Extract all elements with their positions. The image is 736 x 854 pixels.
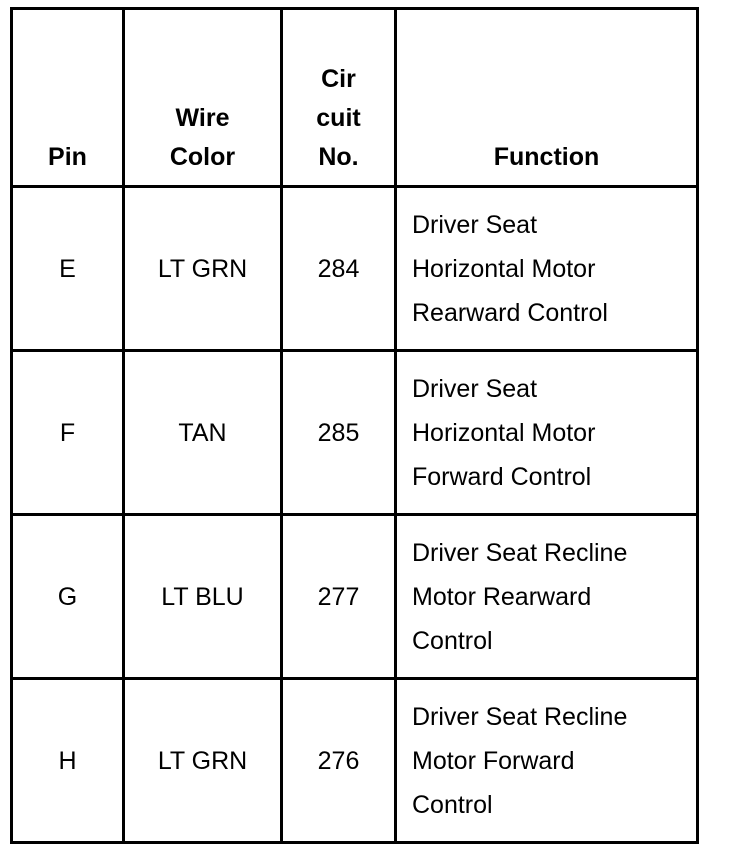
circuit-cell: 277 [282, 515, 396, 679]
wire-color-cell: LT GRN [124, 187, 282, 351]
pin-cell: G [12, 515, 124, 679]
function-line: Driver Seat [412, 374, 538, 403]
circuit-cell: 285 [282, 351, 396, 515]
circuit-cell: 284 [282, 187, 396, 351]
header-function [396, 9, 698, 187]
wire-color-cell: LT GRN [124, 679, 282, 843]
table-row [12, 187, 698, 351]
function-line: Control [412, 626, 493, 655]
header-circuit-line: No. [318, 143, 359, 171]
function-line: Driver Seat Recline [412, 538, 628, 567]
header-wire-color-line: Color [169, 143, 236, 171]
function-cell [396, 187, 698, 351]
function-line: Motor Forward [412, 746, 575, 775]
function-cell [396, 679, 698, 843]
function-line: Horizontal Motor [412, 254, 596, 283]
header-circuit-line: Cir [321, 65, 356, 93]
table-row [12, 351, 698, 515]
function-line: Control [412, 790, 493, 819]
function-line: Rearward Control [412, 298, 608, 327]
header-wire-color-line: Wire [175, 104, 230, 132]
function-line: Forward Control [412, 462, 592, 491]
header-pin [12, 9, 124, 187]
header-circuit-line: cuit [316, 104, 361, 132]
header-circuit-no [282, 9, 396, 187]
header-pin-line: Pin [48, 143, 87, 171]
function-line: Motor Rearward [412, 582, 592, 611]
function-line: Driver Seat Recline [412, 702, 628, 731]
header-row [12, 9, 698, 187]
function-cell [396, 515, 698, 679]
pin-cell: H [12, 679, 124, 843]
header-function-line: Function [493, 143, 600, 171]
wire-color-cell: LT BLU [124, 515, 282, 679]
function-cell [396, 351, 698, 515]
pin-cell: F [12, 351, 124, 515]
pin-cell: E [12, 187, 124, 351]
circuit-cell: 276 [282, 679, 396, 843]
table-row [12, 515, 698, 679]
wire-color-cell: TAN [124, 351, 282, 515]
function-line: Driver Seat [412, 210, 538, 239]
function-line: Horizontal Motor [412, 418, 596, 447]
header-wire-color [124, 9, 282, 187]
connector-pin-table [10, 7, 699, 844]
table-row [12, 679, 698, 843]
